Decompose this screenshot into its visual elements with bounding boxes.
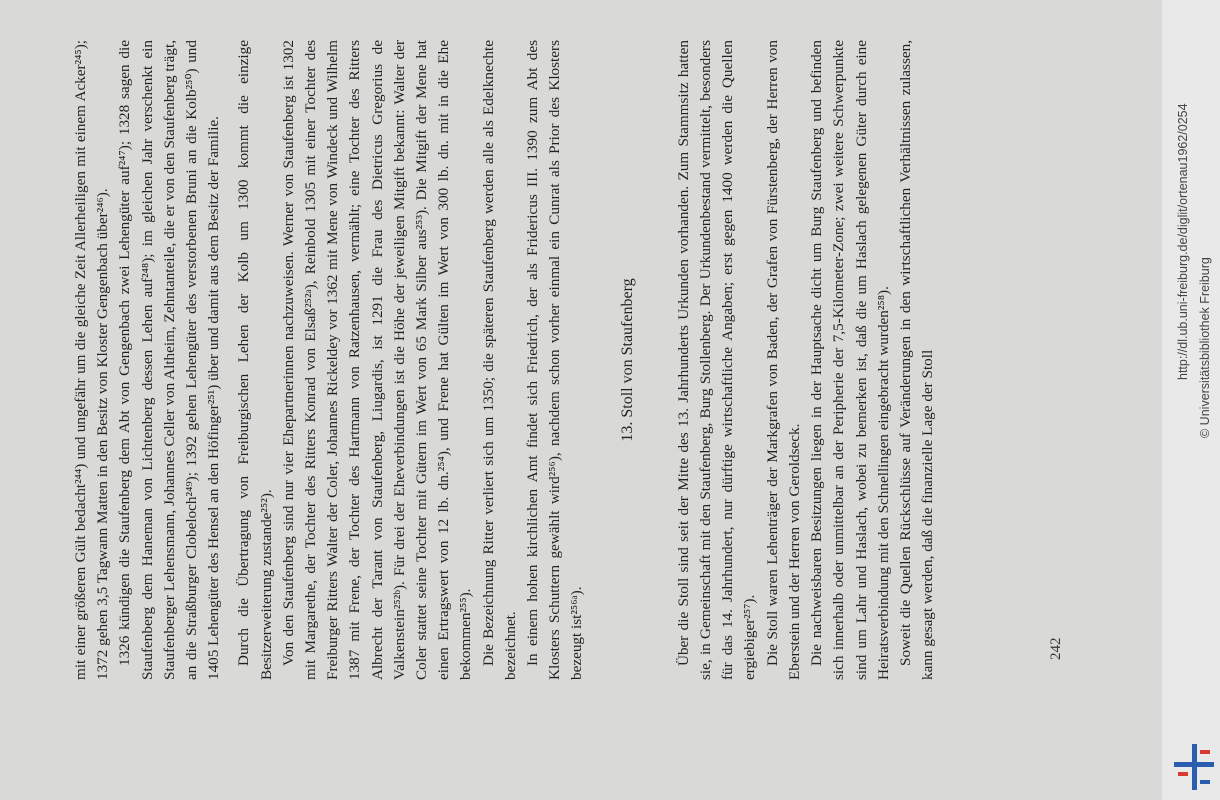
paragraph: In einem hohen kirchlichen Amt findet sich Friedrich, der als Fridericus III. 1390 zum Abt des Klosters Schuttern gewählt wird²⁵⁶), nachdem schon vorher einmal ein Cunrat als Prior des Klosters bezeugt ist²⁵⁶ᵃ). bbox=[524, 40, 586, 680]
copyright-notice: © Universitätsbibliothek Freiburg bbox=[1198, 257, 1212, 438]
paragraph: Über die Stoll sind seit der Mitte des 13. Jahrhunderts Urkunden vorhanden. Zum Stammsitz hatten sie, in Gemeinschaft mit den Staufenberg, Burg Stollenberg. Der Urkundenbestand vermittelt, besonders für das 14. Jahrhundert, nur dürftige wirtschaftliche Angaben; erst gegen 1400 werden die Quellen ergiebiger²⁵⁷). bbox=[674, 40, 759, 680]
paragraph: Die nachweisbaren Besitzungen liegen in der Hauptsache dicht um Burg Staufenberg und befinden sich innerhalb oder unmittelbar an der Peripherie der 7,5-Kilometer-Zone; zwei weitere Schwerpunkte sind um Lahr und Haslach, wobei zu bemerken ist, daß die um Haslach gelegenen Güter durch eine Heiratsverbindung mit den Schnellingen eingebracht wurden²⁵⁸). bbox=[808, 40, 892, 680]
page-number: 242 bbox=[1048, 637, 1064, 660]
paragraph: Durch die Übertragung von Freiburgischen Lehen der Kolb um 1300 kommt die einzige Besitzerweiterung zustande²⁵²). bbox=[235, 40, 275, 680]
permalink-url[interactable]: http://dl.ub.uni-freiburg.de/diglit/ortenau1962/0254 bbox=[1176, 103, 1190, 380]
paragraph: Die Stoll waren Lehenträger der Markgrafen von Baden, der Grafen von Fürstenberg, der Herren von Eberstein und der Herren von Geroldseck. bbox=[763, 40, 803, 680]
section-heading: 13. Stoll von Staufenberg bbox=[618, 278, 636, 442]
paragraph: Von den Staufenberg sind nur vier Ehepartnerinnen nachzuweisen. Werner von Staufenberg ist 1302 mit Margarethe, der Tochter des Ritters Konrad von Elsaß²⁵²ᵃ), Reinbold 1305 mit einer Tochter des Freiburger Ritters Walter der Coler, Johannes Rickeldey vor 1362 mit Mene von Windeck und Wilhelm 1387 mit Frene, der Tochter des Hartmann von Ratzenhausen, vermählt; eine Tochter des Ritters Albrecht der Tarant von Staufenberg, Liugardis, ist 1291 die Frau des Dietricus Gregorius de Valkenstein²⁵²ᵇ). Für drei der Eheverbindungen ist die Höhe der jeweiligen Mitgift bekannt: Walter der Coler stattet seine Tochter mit Gütern im Wert von 65 Mark Silber aus²⁵³). Die Mitgift der Mene hat einen Ertragswert von 12 lb. dn.²⁵⁴), und Frene hat Gülten im Wert von 300 lb. dn. mit in die Ehe bekommen²⁵⁵). bbox=[279, 40, 475, 680]
paragraph: 1326 kündigen die Staufenberg dem Abt von Gengenbach zwei Lehengüter auf²⁴⁷); 1328 sagen die Staufenberg dem Haneman von Lichtenberg dessen Lehen auf²⁴⁸); im gleichen Jahr verschenkt ein Staufenberger Lehensmann, Johannes Celler von Altheim, Zehntanteile, die er von den Staufenberg trägt, an die Straßburger Clobeloch²⁴⁹); 1392 gehen Lehengüter des verstorbenen Bruni an die Kolb²⁵⁰) und 1405 Lehengüter des Hensel an den Höfinger²⁵¹) über und damit aus dem Besitz der Familie. bbox=[116, 40, 223, 680]
paragraph: Soweit die Quellen Rückschlüsse auf Veränderungen in den wirtschaftlichen Verhältnissen zulassen, kann gesagt werden, daß die finanzielle Lage der Stoll bbox=[896, 40, 937, 680]
paragraph: Die Bezeichnung Ritter verliert sich um 1350; die späteren Staufenberg werden alle als Edelknechte bezeichnet. bbox=[479, 40, 519, 680]
library-logo-icon bbox=[1172, 742, 1216, 792]
paragraph: mit einer größeren Gült bedacht²⁴⁴) und ungefähr um die gleiche Zeit Allerheiligen mit einem Acker²⁴⁵); 1372 gehen 3,5 Tagwann Matten in den Besitz von Kloster Gengenbach über²⁴⁶). bbox=[72, 40, 112, 680]
rotated-text-block bbox=[70, 40, 1050, 680]
